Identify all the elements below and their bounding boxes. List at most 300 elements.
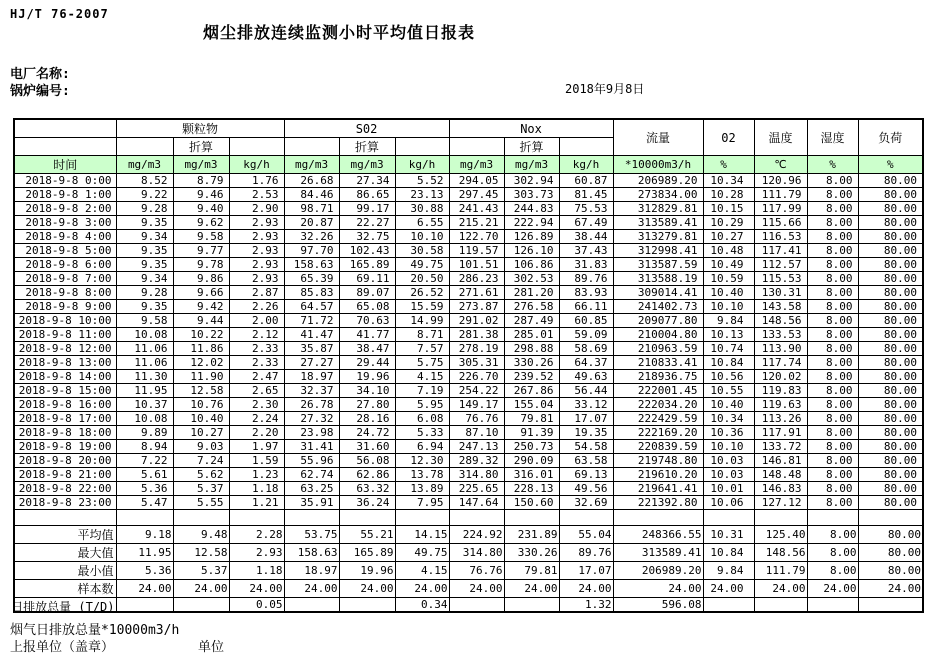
value-cell: 8.00	[807, 300, 858, 314]
time-cell: 2018-9-8 20:00	[14, 454, 116, 468]
value-cell: 244.83	[504, 202, 559, 216]
value-cell: 23.98	[284, 426, 339, 440]
time-cell: 2018-9-8 8:00	[14, 286, 116, 300]
table-row	[14, 188, 923, 202]
value-cell: 10.76	[173, 398, 229, 412]
value-cell: 127.12	[754, 496, 807, 510]
value-cell: 5.95	[395, 398, 449, 412]
group-flow: 流量	[613, 119, 703, 156]
value-cell: 55.21	[339, 526, 395, 544]
value-cell: 330.26	[504, 356, 559, 370]
blank-cell	[14, 119, 116, 138]
table-row	[14, 384, 923, 398]
table-row	[14, 412, 923, 426]
value-cell: 8.00	[807, 440, 858, 454]
value-cell: 85.83	[284, 286, 339, 300]
value-cell: 10.74	[703, 342, 754, 356]
summary-label-cell	[11, 598, 116, 614]
value-cell: 10.37	[116, 398, 173, 412]
value-cell: 9.28	[116, 286, 173, 300]
value-cell	[504, 598, 559, 613]
unit-cell: *10000m3/h	[613, 156, 703, 174]
empty-cell	[613, 510, 703, 526]
value-cell: 10.59	[703, 272, 754, 286]
value-cell: 64.57	[284, 300, 339, 314]
value-cell: 120.96	[754, 174, 807, 188]
value-cell: 206989.20	[613, 174, 703, 188]
unit-cell: mg/m3	[339, 156, 395, 174]
value-cell: 8.00	[807, 188, 858, 202]
value-cell: 80.00	[858, 286, 923, 300]
table-row	[14, 454, 923, 468]
value-cell: 8.00	[807, 426, 858, 440]
value-cell: 80.00	[858, 426, 923, 440]
value-cell: 222001.45	[613, 384, 703, 398]
boiler-no-label: 锅炉编号:	[10, 84, 70, 99]
value-cell: 115.66	[754, 216, 807, 230]
time-cell: 2018-9-8 17:00	[14, 412, 116, 426]
value-cell: 7.95	[395, 496, 449, 510]
value-cell: 81.45	[559, 188, 613, 202]
value-cell: 32.37	[284, 384, 339, 398]
value-cell: 19.35	[559, 426, 613, 440]
value-cell: 24.00	[395, 580, 449, 598]
empty-cell	[339, 510, 395, 526]
time-cell: 2018-9-8 11:00	[14, 328, 116, 342]
value-cell: 11.86	[173, 342, 229, 356]
value-cell: 12.58	[173, 384, 229, 398]
value-cell: 10.84	[703, 356, 754, 370]
value-cell: 289.32	[449, 454, 504, 468]
value-cell: 10.01	[703, 482, 754, 496]
value-cell: 1.21	[229, 496, 284, 510]
value-cell: 5.47	[116, 496, 173, 510]
value-cell: 2.47	[229, 370, 284, 384]
empty-cell	[559, 510, 613, 526]
value-cell: 89.76	[559, 272, 613, 286]
value-cell: 297.45	[449, 188, 504, 202]
value-cell: 281.20	[504, 286, 559, 300]
value-cell: 58.69	[559, 342, 613, 356]
plant-name-label: 电厂名称:	[10, 67, 70, 82]
value-cell: 312829.81	[613, 202, 703, 216]
blank-cell	[284, 138, 339, 156]
value-cell: 286.23	[449, 272, 504, 286]
value-cell: 8.00	[807, 286, 858, 300]
table-row	[14, 398, 923, 412]
value-cell: 9.66	[173, 286, 229, 300]
value-cell: 41.47	[284, 328, 339, 342]
value-cell: 10.34	[703, 412, 754, 426]
table-row	[14, 258, 923, 272]
value-cell: 24.00	[613, 580, 703, 598]
value-cell: 9.84	[703, 562, 754, 580]
value-cell: 241402.73	[613, 300, 703, 314]
group-header-row	[14, 119, 923, 138]
value-cell: 8.00	[807, 356, 858, 370]
table-row	[14, 300, 923, 314]
time-column-header: 时间	[14, 156, 116, 174]
summary-label-cell	[14, 526, 116, 544]
value-cell: 210004.80	[613, 328, 703, 342]
value-cell: 278.19	[449, 342, 504, 356]
table-row	[14, 468, 923, 482]
converted-label: 折算	[504, 138, 559, 156]
value-cell: 5.75	[395, 356, 449, 370]
time-cell: 2018-9-8 9:00	[14, 300, 116, 314]
value-cell: 247.13	[449, 440, 504, 454]
value-cell: 24.00	[339, 580, 395, 598]
value-cell: 298.88	[504, 342, 559, 356]
table-row	[14, 216, 923, 230]
time-cell: 2018-9-8 4:00	[14, 230, 116, 244]
unit-cell: kg/h	[229, 156, 284, 174]
value-cell: 276.58	[504, 300, 559, 314]
value-cell: 5.61	[116, 468, 173, 482]
value-cell: 8.00	[807, 562, 858, 580]
value-cell: 206989.20	[613, 562, 703, 580]
value-cell: 0.34	[395, 598, 449, 613]
value-cell: 9.58	[173, 230, 229, 244]
value-cell: 8.00	[807, 384, 858, 398]
value-cell: 8.00	[807, 244, 858, 258]
value-cell: 302.94	[504, 174, 559, 188]
value-cell: 8.00	[807, 314, 858, 328]
value-cell: 67.49	[559, 216, 613, 230]
value-cell: 2.33	[229, 356, 284, 370]
value-cell: 53.75	[284, 526, 339, 544]
value-cell: 9.34	[116, 272, 173, 286]
value-cell: 222.94	[504, 216, 559, 230]
value-cell: 70.63	[339, 314, 395, 328]
value-cell: 2.24	[229, 412, 284, 426]
time-cell: 2018-9-8 22:00	[14, 482, 116, 496]
value-cell: 8.00	[807, 272, 858, 286]
units-header-row	[14, 156, 923, 174]
value-cell: 64.37	[559, 356, 613, 370]
value-cell: 112.57	[754, 258, 807, 272]
summary-label-cell	[14, 580, 116, 598]
value-cell: 36.24	[339, 496, 395, 510]
value-cell: 119.83	[754, 384, 807, 398]
value-cell: 271.61	[449, 286, 504, 300]
value-cell: 62.86	[339, 468, 395, 482]
summary-rows	[11, 510, 923, 614]
time-cell: 2018-9-8 12:00	[14, 342, 116, 356]
value-cell: 305.31	[449, 356, 504, 370]
value-cell: 4.15	[395, 370, 449, 384]
value-cell: 2.90	[229, 202, 284, 216]
value-cell: 35.91	[284, 496, 339, 510]
value-cell: 5.33	[395, 426, 449, 440]
value-cell: 8.00	[807, 468, 858, 482]
value-cell: 148.56	[754, 544, 807, 562]
value-cell: 86.65	[339, 188, 395, 202]
value-cell: 11.06	[116, 356, 173, 370]
value-cell: 10.10	[703, 300, 754, 314]
value-cell: 596.08	[613, 598, 703, 613]
value-cell: 221392.80	[613, 496, 703, 510]
value-cell: 10.10	[395, 230, 449, 244]
value-cell: 9.35	[116, 258, 173, 272]
value-cell	[703, 598, 754, 613]
group-temp: 温度	[754, 119, 807, 156]
value-cell: 55.04	[559, 526, 613, 544]
value-cell: 33.12	[559, 398, 613, 412]
value-cell: 5.55	[173, 496, 229, 510]
spacer-row	[14, 510, 923, 526]
value-cell: 165.89	[339, 258, 395, 272]
value-cell: 79.81	[504, 412, 559, 426]
value-cell: 89.07	[339, 286, 395, 300]
table-row	[14, 328, 923, 342]
group-nox: Nox	[449, 119, 613, 138]
table-row	[14, 496, 923, 510]
value-cell: 313589.41	[613, 216, 703, 230]
value-cell: 24.00	[703, 580, 754, 598]
value-cell: 1.18	[229, 482, 284, 496]
value-cell: 30.88	[395, 202, 449, 216]
value-cell: 291.02	[449, 314, 504, 328]
value-cell: 313589.41	[613, 544, 703, 562]
value-cell: 222034.20	[613, 398, 703, 412]
value-cell: 220839.59	[613, 440, 703, 454]
value-cell: 17.07	[559, 562, 613, 580]
value-cell: 219748.80	[613, 454, 703, 468]
value-cell: 228.13	[504, 482, 559, 496]
value-cell: 143.58	[754, 300, 807, 314]
empty-cell	[807, 510, 858, 526]
value-cell: 209077.80	[613, 314, 703, 328]
value-cell: 80.00	[858, 300, 923, 314]
value-cell	[339, 598, 395, 613]
value-cell: 267.86	[504, 384, 559, 398]
value-cell: 59.09	[559, 328, 613, 342]
value-cell: 2.93	[229, 216, 284, 230]
value-cell: 1.76	[229, 174, 284, 188]
value-cell: 75.53	[559, 202, 613, 216]
value-cell: 24.00	[559, 580, 613, 598]
value-cell: 224.92	[449, 526, 504, 544]
value-cell: 9.46	[173, 188, 229, 202]
value-cell: 149.17	[449, 398, 504, 412]
value-cell: 10.27	[703, 230, 754, 244]
value-cell: 281.38	[449, 328, 504, 342]
value-cell	[807, 598, 858, 613]
value-cell: 23.13	[395, 188, 449, 202]
value-cell: 41.77	[339, 328, 395, 342]
time-cell: 2018-9-8 19:00	[14, 440, 116, 454]
unit-label: 单位	[198, 640, 225, 655]
value-cell: 2.65	[229, 384, 284, 398]
group-pm: 颗粒物	[116, 119, 284, 138]
value-cell	[449, 598, 504, 613]
table-header	[14, 119, 923, 174]
value-cell: 32.69	[559, 496, 613, 510]
value-cell: 2.26	[229, 300, 284, 314]
value-cell: 98.71	[284, 202, 339, 216]
value-cell: 24.00	[173, 580, 229, 598]
time-cell: 2018-9-8 18:00	[14, 426, 116, 440]
value-cell: 125.40	[754, 526, 807, 544]
unit-cell: %	[807, 156, 858, 174]
value-cell: 24.00	[449, 580, 504, 598]
value-cell: 84.46	[284, 188, 339, 202]
value-cell: 80.00	[858, 440, 923, 454]
value-cell: 9.35	[116, 300, 173, 314]
value-cell: 6.94	[395, 440, 449, 454]
time-cell: 2018-9-8 13:00	[14, 356, 116, 370]
value-cell: 28.16	[339, 412, 395, 426]
value-cell: 9.40	[173, 202, 229, 216]
value-cell: 8.71	[395, 328, 449, 342]
value-cell: 219610.20	[613, 468, 703, 482]
summary-row	[14, 526, 923, 544]
value-cell: 106.86	[504, 258, 559, 272]
value-cell: 11.30	[116, 370, 173, 384]
value-cell: 226.70	[449, 370, 504, 384]
empty-cell	[14, 510, 116, 526]
value-cell: 27.34	[339, 174, 395, 188]
value-cell: 76.76	[449, 412, 504, 426]
value-cell: 24.00	[807, 580, 858, 598]
value-cell: 20.50	[395, 272, 449, 286]
value-cell: 219641.41	[613, 482, 703, 496]
value-cell: 294.05	[449, 174, 504, 188]
value-cell: 113.90	[754, 342, 807, 356]
value-cell: 122.70	[449, 230, 504, 244]
value-cell: 115.53	[754, 272, 807, 286]
value-cell: 10.40	[173, 412, 229, 426]
value-cell: 10.48	[703, 244, 754, 258]
table-row	[14, 370, 923, 384]
value-cell	[284, 598, 339, 613]
value-cell: 60.85	[559, 314, 613, 328]
value-cell: 225.65	[449, 482, 504, 496]
value-cell: 155.04	[504, 398, 559, 412]
value-cell: 6.55	[395, 216, 449, 230]
value-cell: 102.43	[339, 244, 395, 258]
value-cell: 12.30	[395, 454, 449, 468]
empty-cell	[858, 510, 923, 526]
value-cell: 80.00	[858, 188, 923, 202]
value-cell: 2.93	[229, 258, 284, 272]
value-cell: 158.63	[284, 544, 339, 562]
blank-cell	[395, 138, 449, 156]
converted-label: 折算	[339, 138, 395, 156]
summary-label-text: 平均值	[77, 528, 114, 542]
value-cell: 9.03	[173, 440, 229, 454]
value-cell: 239.52	[504, 370, 559, 384]
value-cell: 80.00	[858, 314, 923, 328]
value-cell: 54.58	[559, 440, 613, 454]
value-cell: 10.13	[703, 328, 754, 342]
flue-gas-total-label: 烟气日排放总量*10000m3/h	[10, 623, 180, 638]
value-cell: 10.34	[703, 174, 754, 188]
value-cell: 8.00	[807, 216, 858, 230]
value-cell: 32.26	[284, 230, 339, 244]
value-cell: 9.58	[116, 314, 173, 328]
group-humidity: 湿度	[807, 119, 858, 156]
value-cell: 2.12	[229, 328, 284, 342]
summary-label-text: 日排放总量 (T/D)	[11, 600, 115, 614]
empty-cell	[754, 510, 807, 526]
value-cell: 62.74	[284, 468, 339, 482]
summary-row	[14, 562, 923, 580]
value-cell: 10.29	[703, 216, 754, 230]
value-cell: 12.58	[173, 544, 229, 562]
value-cell: 69.13	[559, 468, 613, 482]
empty-cell	[504, 510, 559, 526]
value-cell: 71.72	[284, 314, 339, 328]
value-cell: 2.53	[229, 188, 284, 202]
value-cell: 120.02	[754, 370, 807, 384]
time-cell: 2018-9-8 7:00	[14, 272, 116, 286]
value-cell: 8.00	[807, 398, 858, 412]
value-cell: 218936.75	[613, 370, 703, 384]
value-cell: 9.22	[116, 188, 173, 202]
value-cell: 34.10	[339, 384, 395, 398]
value-cell: 7.24	[173, 454, 229, 468]
value-cell: 309014.41	[613, 286, 703, 300]
value-cell: 1.23	[229, 468, 284, 482]
value-cell: 83.93	[559, 286, 613, 300]
value-cell: 27.80	[339, 398, 395, 412]
value-cell: 22.27	[339, 216, 395, 230]
value-cell: 0.05	[229, 598, 284, 613]
value-cell: 117.41	[754, 244, 807, 258]
value-cell: 147.64	[449, 496, 504, 510]
value-cell: 4.15	[395, 562, 449, 580]
value-cell: 111.79	[754, 562, 807, 580]
value-cell: 80.00	[858, 454, 923, 468]
value-cell: 69.11	[339, 272, 395, 286]
page-title: 烟尘排放连续监测小时平均值日报表	[203, 23, 476, 42]
value-cell: 80.00	[858, 202, 923, 216]
value-cell: 24.00	[504, 580, 559, 598]
value-cell: 210963.59	[613, 342, 703, 356]
time-cell: 2018-9-8 0:00	[14, 174, 116, 188]
value-cell: 37.43	[559, 244, 613, 258]
value-cell: 14.15	[395, 526, 449, 544]
value-cell: 26.68	[284, 174, 339, 188]
value-cell: 49.63	[559, 370, 613, 384]
summary-label-cell	[14, 562, 116, 580]
value-cell: 13.89	[395, 482, 449, 496]
blank-cell	[449, 138, 504, 156]
value-cell: 30.58	[395, 244, 449, 258]
time-cell: 2018-9-8 16:00	[14, 398, 116, 412]
summary-label-text: 最大值	[77, 546, 114, 560]
value-cell: 1.97	[229, 440, 284, 454]
group-so2: S02	[284, 119, 449, 138]
value-cell: 11.90	[173, 370, 229, 384]
summary-row	[14, 544, 923, 562]
value-cell: 215.21	[449, 216, 504, 230]
value-cell: 2.20	[229, 426, 284, 440]
value-cell: 113.26	[754, 412, 807, 426]
value-cell: 330.26	[504, 544, 559, 562]
time-cell: 2018-9-8 5:00	[14, 244, 116, 258]
value-cell: 76.76	[449, 562, 504, 580]
value-cell: 119.57	[449, 244, 504, 258]
value-cell: 56.44	[559, 384, 613, 398]
value-cell: 111.79	[754, 188, 807, 202]
value-cell	[858, 598, 923, 613]
unit-cell: kg/h	[395, 156, 449, 174]
time-cell: 2018-9-8 1:00	[14, 188, 116, 202]
value-cell: 8.00	[807, 454, 858, 468]
